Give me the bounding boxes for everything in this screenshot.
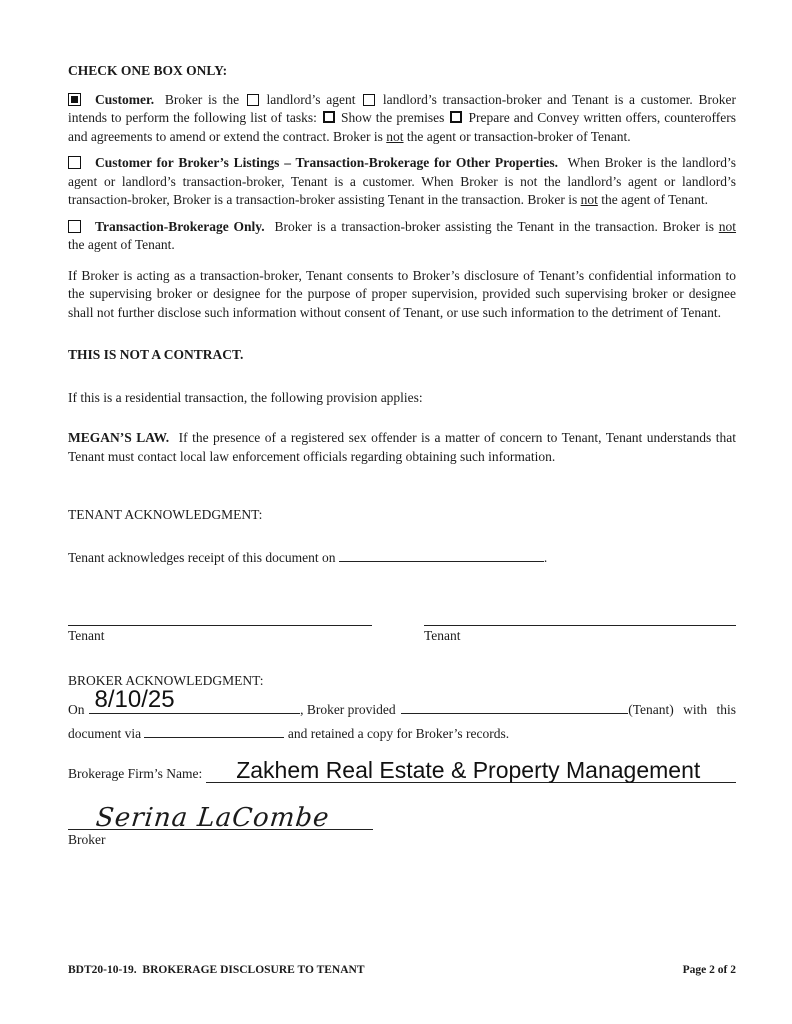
tenant-signature-left bbox=[68, 609, 372, 646]
checkbox-customer[interactable] bbox=[68, 93, 81, 106]
tenant-with-this-text: (Tenant) with this bbox=[628, 702, 736, 717]
checkbox-transaction-brokerage-only[interactable] bbox=[68, 220, 81, 233]
checkbox-show-premises[interactable] bbox=[323, 111, 335, 123]
tenant-signature-line-left[interactable] bbox=[68, 609, 372, 626]
tenant-signature-line-right[interactable] bbox=[424, 609, 736, 626]
option-tbo-body-1: Broker is a transaction-broker assisting the Tenant in the transaction. Broker is bbox=[274, 218, 714, 234]
receipt-text: Tenant acknowledges receipt of this document on bbox=[68, 549, 336, 565]
residential-provision-line: If this is a residential transaction, the following provision applies: bbox=[68, 389, 423, 405]
broker-signature-block bbox=[68, 797, 373, 850]
checkbox-prepare-convey[interactable] bbox=[450, 111, 462, 123]
option-customer-text-4: Show the premises bbox=[340, 110, 445, 125]
checkbox-landlords-agent[interactable] bbox=[247, 94, 259, 106]
tenant-acknowledgment-heading: TENANT ACKNOWLEDGMENT: bbox=[68, 507, 263, 522]
option-customer bbox=[68, 91, 736, 147]
form-number-title: BDT20-10-19. BROKERAGE DISCLOSURE TO TENANT bbox=[68, 964, 365, 976]
broker-date-value: 8/10/25 bbox=[94, 686, 175, 713]
option-customer-label: Customer. bbox=[95, 91, 155, 107]
checkbox-landlords-transaction-broker[interactable] bbox=[363, 94, 375, 106]
megans-law-label: MEGAN’S LAW. bbox=[68, 430, 170, 445]
checkbox-customer-brokers-listings[interactable] bbox=[68, 156, 81, 169]
underlined-not: not bbox=[718, 218, 737, 234]
tenant-signature-row bbox=[68, 609, 736, 646]
option-transaction-brokerage-only bbox=[68, 218, 736, 255]
tenant-signature-right bbox=[424, 609, 736, 646]
page-footer bbox=[68, 964, 736, 976]
broker-provided-label: , Broker provided bbox=[300, 702, 396, 717]
option-listings-body-1: When Broker is the landlord’s agent or landlord’s transaction-broker, Tenant is a customer. When Broker is not the landlord’s agent or landlord’s transaction-broker, Broker is a transaction-broker assisting Tenant in the transaction. Broker is bbox=[68, 155, 736, 207]
page-number: Page 2 of 2 bbox=[682, 964, 736, 976]
option-customer-text-2: landlord’s agent bbox=[266, 91, 356, 107]
megans-law-body: If the presence of a registered sex offender is a matter of concern to Tenant, Tenant understands that Tenant must contact local law enforcement officials regarding obtaining such information. bbox=[68, 430, 736, 464]
receipt-date-field[interactable] bbox=[339, 547, 544, 562]
tenant-label-right: Tenant bbox=[424, 628, 461, 643]
receipt-period: . bbox=[543, 549, 548, 565]
consent-paragraph: If Broker is acting as a transaction-broker, Tenant consents to Broker’s disclosure of Tenant’s confidential information to the supervising broker or designee for the purpose of proper supervision, provided such supervising broker or designee shall not further disclose such information without consent of Tenant, or use such information to the detriment of Tenant. bbox=[68, 267, 736, 320]
broker-acknowledgment-heading: BROKER ACKNOWLEDGMENT: bbox=[68, 672, 264, 688]
checkbox-checked-mark bbox=[71, 96, 78, 103]
underlined-not: not bbox=[580, 192, 598, 207]
broker-date-field[interactable] bbox=[89, 686, 301, 714]
option-customer-text-6: the agent or transaction-broker of Tenant. bbox=[406, 128, 631, 144]
megans-law-paragraph bbox=[68, 429, 736, 466]
retained-copy-text: and retained a copy for Broker’s records. bbox=[287, 725, 510, 741]
not-a-contract-heading: THIS IS NOT A CONTRACT. bbox=[68, 347, 244, 362]
via-field[interactable] bbox=[144, 723, 284, 738]
broker-signature-line[interactable] bbox=[68, 797, 373, 833]
broker-label: Broker bbox=[68, 832, 106, 847]
firm-name-label: Brokerage Firm’s Name: bbox=[68, 765, 203, 781]
option-tbo-label: Transaction-Brokerage Only. bbox=[95, 218, 265, 234]
option-customer-brokers-listings bbox=[68, 154, 736, 210]
tenant-label-left: Tenant bbox=[68, 628, 105, 643]
option-listings-body-2: the agent of Tenant. bbox=[601, 192, 709, 207]
check-one-box-heading: CHECK ONE BOX ONLY: bbox=[68, 63, 228, 78]
option-customer-text-5: Prepare and Convey written offers, counteroffers and agreements to amend or extend the contract. Broker is bbox=[68, 110, 737, 144]
brokerage-firm-row bbox=[68, 754, 736, 783]
firm-name-field[interactable] bbox=[206, 754, 736, 783]
option-listings-label: Customer for Broker’s Listings – Transaction-Brokerage for Other Properties. bbox=[95, 155, 558, 170]
document-via-line bbox=[68, 723, 736, 744]
option-customer-text-3: landlord’s transaction-broker and Tenant is a customer. Broker intends to perform the following list of tasks: bbox=[68, 91, 736, 125]
option-customer-text-1: Broker is the bbox=[164, 91, 240, 107]
receipt-line bbox=[68, 547, 736, 568]
via-prefix: document via bbox=[68, 725, 142, 741]
firm-name-value: Zakhem Real Estate & Property Management bbox=[236, 757, 701, 783]
option-tbo-body-2: the agent of Tenant. bbox=[68, 237, 175, 252]
on-label: On bbox=[68, 702, 85, 717]
broker-provided-line bbox=[68, 686, 736, 720]
broker-signature-value: Serina LaCombe bbox=[94, 802, 332, 833]
underlined-not: not bbox=[386, 128, 404, 144]
tenant-name-field[interactable] bbox=[401, 699, 629, 714]
